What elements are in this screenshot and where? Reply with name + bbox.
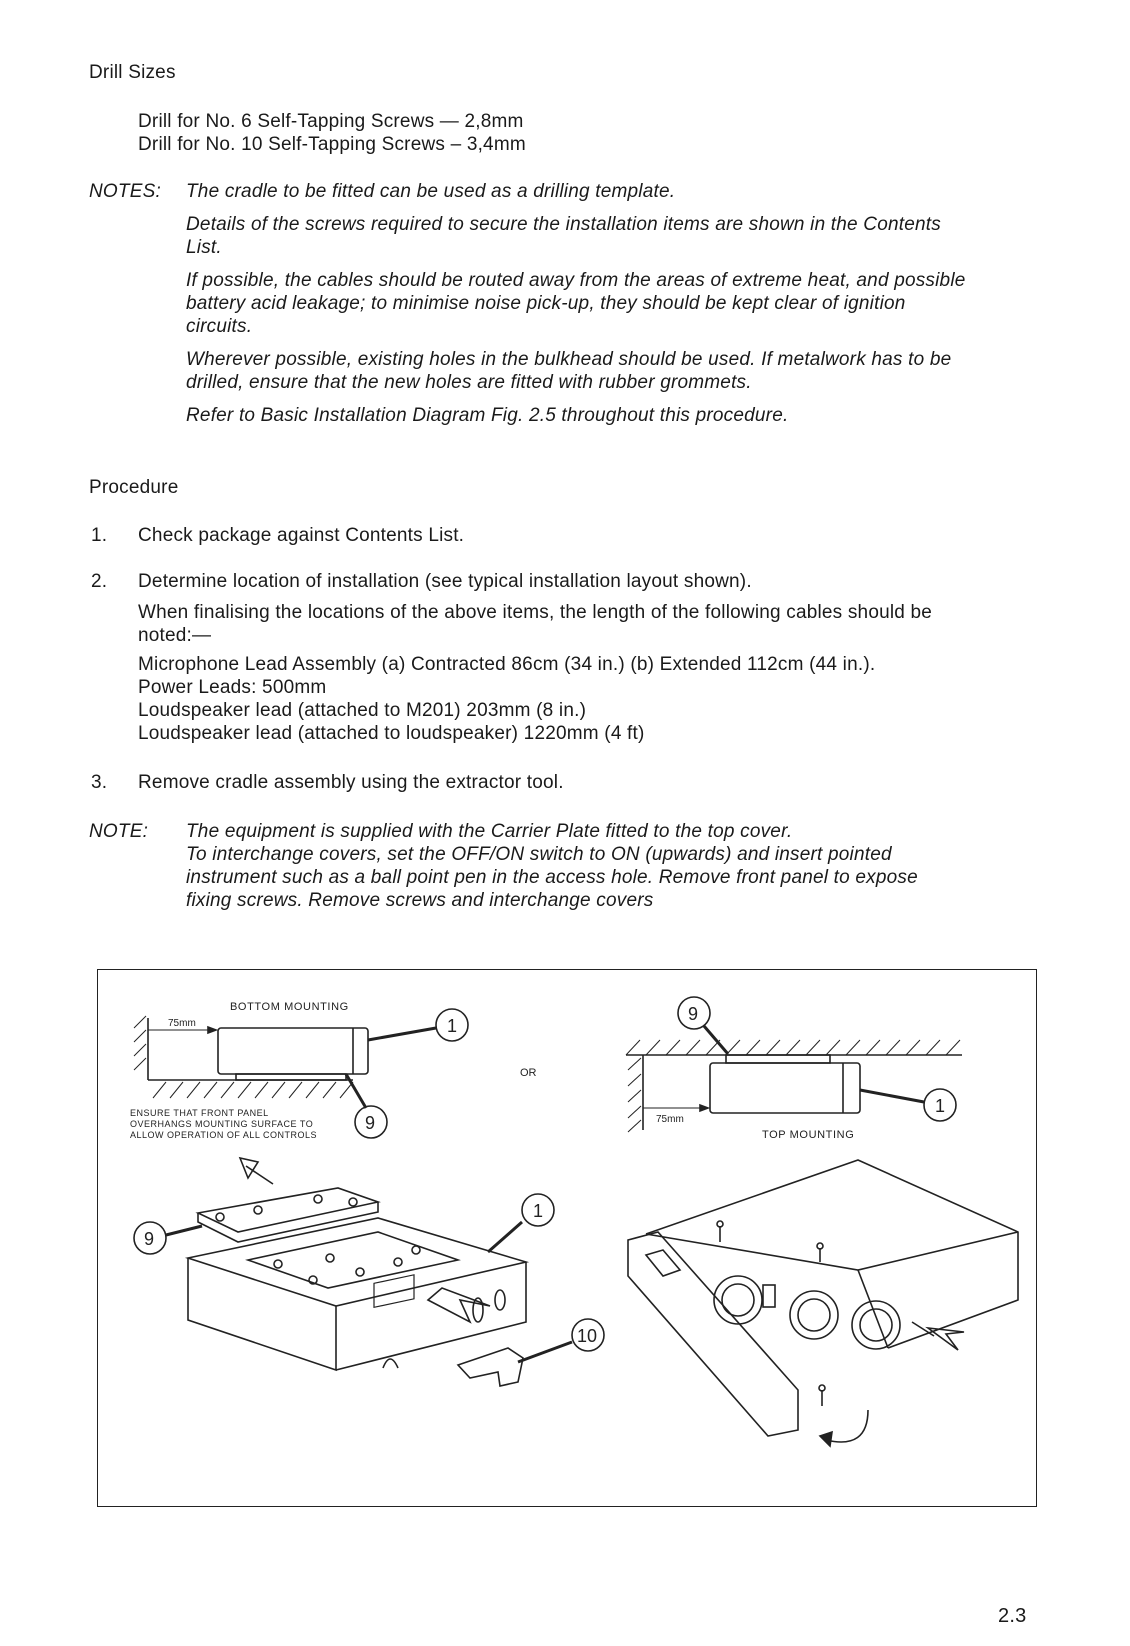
- step-number: 3.: [91, 772, 108, 793]
- step-text: Remove cradle assembly using the extractor tool.: [138, 772, 564, 793]
- caution-text: OVERHANGS MOUNTING SURFACE TO: [130, 1119, 314, 1129]
- note-text: The cradle to be fitted can be used as a drilling template.: [186, 181, 676, 202]
- caution-text: ALLOW OPERATION OF ALL CONTROLS: [130, 1130, 318, 1140]
- note-text: instrument such as a ball point pen in the access hole. Remove front panel to expose: [186, 867, 918, 888]
- step-detail: Loudspeaker lead (attached to loudspeaker) 1220mm (4 ft): [138, 723, 645, 744]
- step-detail: Power Leads: 500mm: [138, 677, 327, 698]
- note-label: NOTE:: [89, 821, 149, 842]
- callout-number: 1: [533, 1201, 544, 1221]
- step-number: 1.: [91, 525, 108, 546]
- dimension-label-left: 75mm: [168, 1018, 196, 1029]
- note-text: fixing screws. Remove screws and interchange covers: [186, 890, 654, 911]
- callout-number: 10: [577, 1326, 598, 1346]
- step-detail: Loudspeaker lead (attached to M201) 203mm (8 in.): [138, 700, 587, 721]
- note-text: List.: [186, 237, 222, 258]
- procedure-heading: Procedure: [89, 477, 179, 498]
- drill-size-line: Drill for No. 6 Self-Tapping Screws — 2,8mm: [138, 111, 524, 132]
- caution-text: ENSURE THAT FRONT PANEL: [130, 1108, 269, 1118]
- front-panel-removal-drawing: [628, 1160, 1018, 1446]
- dimension-label-right: 75mm: [656, 1114, 684, 1125]
- installation-diagram: [97, 969, 1037, 1507]
- step-text: Determine location of installation (see typical installation layout shown).: [138, 571, 752, 592]
- callout-number: 9: [365, 1113, 376, 1133]
- note-text: To interchange covers, set the OFF/ON switch to ON (upwards) and insert pointed: [186, 844, 892, 865]
- note-text: battery acid leakage; to minimise noise pick-up, they should be kept clear of ignition: [186, 293, 906, 314]
- step-number: 2.: [91, 571, 108, 592]
- top-mounting-drawing: [626, 997, 962, 1132]
- notes-label: NOTES:: [89, 181, 161, 202]
- step-detail: noted:—: [138, 625, 212, 646]
- note-text: circuits.: [186, 316, 253, 337]
- carrier-plate-removal-drawing: [134, 1158, 604, 1386]
- note-text: The equipment is supplied with the Carrier Plate fitted to the top cover.: [186, 821, 793, 842]
- page-number: 2.3: [998, 1605, 1027, 1627]
- or-label: OR: [520, 1067, 537, 1079]
- drill-sizes-heading: Drill Sizes: [89, 62, 176, 83]
- step-detail: When finalising the locations of the above items, the length of the following cables should be: [138, 602, 933, 623]
- top-mounting-label: TOP MOUNTING: [762, 1129, 855, 1141]
- bottom-mounting-label: BOTTOM MOUNTING: [230, 1001, 349, 1013]
- callout-number: 9: [688, 1004, 699, 1024]
- step-detail: Microphone Lead Assembly (a) Contracted 86cm (34 in.) (b) Extended 112cm (44 in.).: [138, 654, 876, 675]
- installation-diagram-svg: [98, 970, 1036, 1506]
- note-text: Wherever possible, existing holes in the bulkhead should be used. If metalwork has to be: [186, 349, 952, 370]
- callout-number: 9: [144, 1229, 155, 1249]
- callout-number: 1: [447, 1016, 458, 1036]
- drill-size-line: Drill for No. 10 Self-Tapping Screws – 3,4mm: [138, 134, 526, 155]
- callout-number: 1: [935, 1096, 946, 1116]
- note-text: If possible, the cables should be routed away from the areas of extreme heat, and possible: [186, 270, 966, 291]
- step-text: Check package against Contents List.: [138, 525, 465, 546]
- note-text: Refer to Basic Installation Diagram Fig. 2.5 throughout this procedure.: [186, 405, 789, 426]
- note-text: Details of the screws required to secure the installation items are shown in the Contents: [186, 214, 941, 235]
- note-text: drilled, ensure that the new holes are fitted with rubber grommets.: [186, 372, 752, 393]
